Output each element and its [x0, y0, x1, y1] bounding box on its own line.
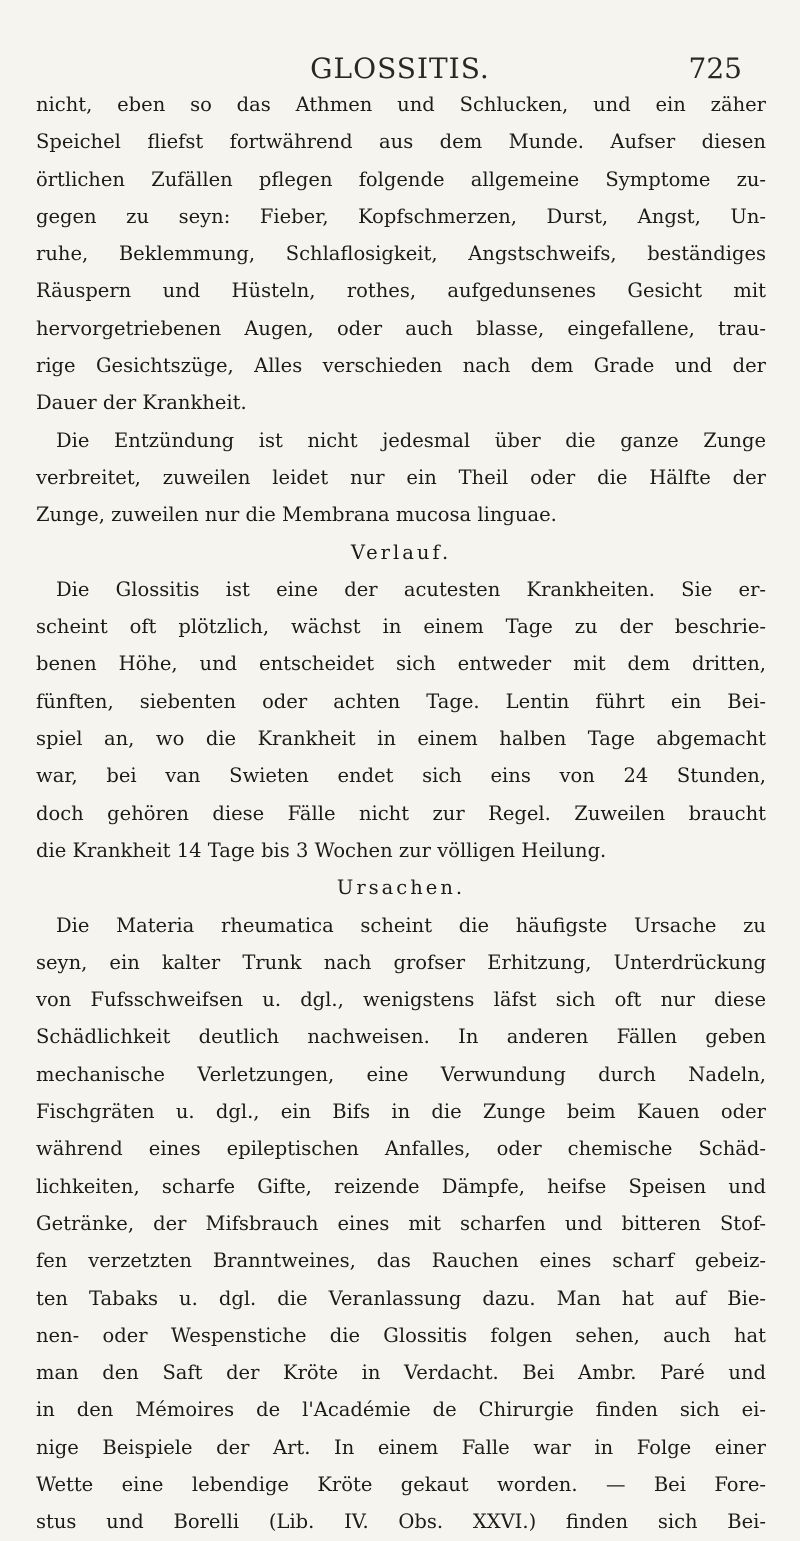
text-line: Die Glossitis ist eine der acutesten Krankheiten. Sie er-	[56, 577, 766, 601]
page-title: GLOSSITIS.	[310, 52, 490, 85]
text-line: Speichel fliefst fortwährend aus dem Munde. Aufser diesen	[36, 130, 766, 154]
text-line: hervorgetriebenen Augen, oder auch blasse, eingefallene, trau-	[36, 316, 766, 340]
text-line: Wette eine lebendige Kröte gekaut worden. — Bei Fore-	[36, 1472, 766, 1496]
section-heading-verlauf: Verlauf.	[350, 540, 452, 564]
text-line: nen- oder Wespenstiche die Glossitis folgen sehen, auch hat	[36, 1323, 766, 1347]
text-line: die Krankheit 14 Tage bis 3 Wochen zur völligen Heilung.	[36, 838, 607, 862]
text-line: gegen zu seyn: Fieber, Kopfschmerzen, Durst, Angst, Un-	[36, 204, 766, 228]
text-line: Fischgräten u. dgl., ein Bifs in die Zunge beim Kauen oder	[36, 1100, 766, 1124]
text-line: Getränke, der Mifsbrauch eines mit scharfen und bitteren Stof-	[36, 1211, 766, 1235]
text-line: rige Gesichtszüge, Alles verschieden nach dem Grade und der	[36, 354, 766, 378]
text-line: ruhe, Beklemmung, Schlaflosigkeit, Angstschweifs, beständiges	[36, 242, 766, 266]
body-text	[36, 86, 766, 1541]
text-line: nige Beispiele der Art. In einem Falle war in Folge einer	[36, 1435, 766, 1459]
text-line: von Fufsschweifsen u. dgl., wenigstens läfst sich oft nur diese	[36, 988, 766, 1012]
text-line: fen verzetzten Branntweines, das Rauchen eines scharf gebeiz-	[36, 1249, 766, 1273]
text-line: Die Entzündung ist nicht jedesmal über die ganze Zunge	[56, 428, 766, 452]
text-line: scheint oft plötzlich, wächst in einem Tage zu der beschrie-	[36, 615, 766, 639]
text-line: während eines epileptischen Anfalles, oder chemische Schäd-	[36, 1137, 766, 1161]
text-line: stus und Borelli (Lib. IV. Obs. XXVI.) finden sich Bei-	[36, 1510, 766, 1534]
text-line: man den Saft der Kröte in Verdacht. Bei Ambr. Paré und	[36, 1361, 766, 1385]
text-line: Dauer der Krankheit.	[36, 391, 247, 415]
text-line: örtlichen Zufällen pflegen folgende allgemeine Symptome zu-	[36, 167, 766, 191]
text-line: doch gehören diese Fälle nicht zur Regel. Zuweilen braucht	[36, 801, 766, 825]
text-line: Schädlichkeit deutlich nachweisen. In anderen Fällen geben	[36, 1025, 766, 1049]
section-heading-ursachen: Ursachen.	[336, 876, 466, 900]
text-line: ten Tabaks u. dgl. die Veranlassung dazu. Man hat auf Bie-	[36, 1286, 766, 1310]
text-line: spiel an, wo die Krankheit in einem halben Tage abgemacht	[36, 727, 766, 751]
text-line: Räuspern und Hüsteln, rothes, aufgedunsenes Gesicht mit	[36, 279, 766, 303]
text-line: seyn, ein kalter Trunk nach grofser Erhitzung, Unterdrückung	[36, 950, 766, 974]
page-number: 725	[688, 52, 742, 85]
text-line: fünften, siebenten oder achten Tage. Lentin führt ein Bei-	[36, 689, 766, 713]
text-line: Die Materia rheumatica scheint die häufigste Ursache zu	[56, 913, 766, 937]
text-line: in den Mémoires de l'Académie de Chirurgie finden sich ei-	[36, 1398, 766, 1422]
text-line: nicht, eben so das Athmen und Schlucken, und ein zäher	[36, 93, 766, 116]
text-line: benen Höhe, und entscheidet sich entweder mit dem dritten,	[36, 652, 766, 676]
text-line: mechanische Verletzungen, eine Verwundung durch Nadeln,	[36, 1062, 766, 1086]
text-line: verbreitet, zuweilen leidet nur ein Theil oder die Hälfte der	[36, 465, 766, 489]
text-line: Zunge, zuweilen nur die Membrana mucosa linguae.	[36, 503, 557, 527]
text-line: lichkeiten, scharfe Gifte, reizende Dämpfe, heifse Speisen und	[36, 1174, 766, 1198]
text-line: war, bei van Swieten endet sich eins von 24 Stunden,	[36, 764, 766, 788]
